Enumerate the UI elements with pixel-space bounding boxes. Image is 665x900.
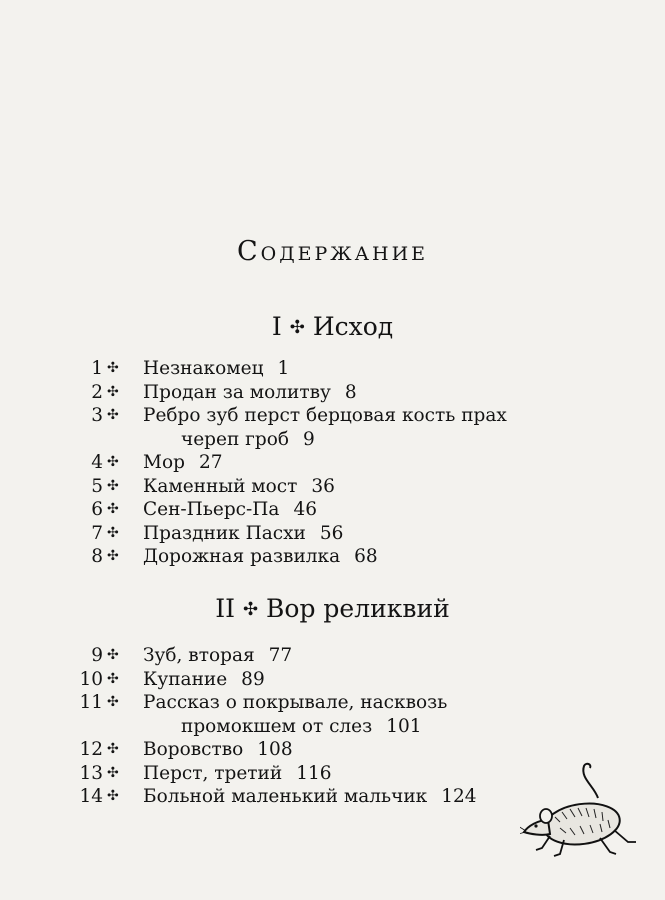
chapter-title: Перст, третий [143,762,283,784]
chapter-title: Продан за молитву [143,381,331,403]
chapter-number: 7 [91,522,103,544]
chapter-title: Мор [143,452,185,473]
page-title: Содержание [236,236,429,267]
chapter-page: 8 [344,381,357,403]
part-name: Вор реликвий [266,594,450,623]
toc-entry[interactable] [0,545,665,569]
toc-entry[interactable] [0,451,665,475]
ornament-icon: ✣ [289,317,305,338]
toc-entry[interactable] [0,357,665,381]
ornament-icon: ✣ [107,548,119,564]
chapter-page: 1 [277,358,290,379]
ornament-icon: ✣ [107,524,119,541]
ornament-icon: ✣ [107,741,119,757]
chapter-number: 14 [79,786,103,807]
chapter-page: 46 [293,499,318,520]
chapter-number: 2 [91,381,103,403]
chapter-number: 1 [91,358,103,379]
chapter-page: 124 [441,786,477,807]
toc-entry[interactable] [0,738,665,762]
chapter-title: Каменный мост [143,475,298,497]
toc-entry[interactable] [0,644,665,668]
ornament-icon: ✣ [107,764,119,781]
chapter-title: Ребро зуб перст берцовая кость прах [143,405,507,426]
toc-entry[interactable] [0,498,665,522]
ornament-icon: ✣ [107,454,119,470]
toc-entry[interactable] [0,522,665,546]
mouse-illustration-icon [520,762,645,872]
chapter-title: Праздник Пасхи [143,522,306,544]
ornament-icon: ✣ [107,647,119,663]
part-numeral: II [215,594,235,623]
chapter-page: 68 [354,546,378,567]
chapter-page: 108 [257,739,293,760]
chapter-page: 56 [319,522,344,544]
chapter-page: 9 [303,428,315,450]
chapter-title: Зуб, вторая [143,645,255,666]
ornament-icon: ✣ [107,694,119,710]
ornament-icon: ✣ [107,360,119,376]
ornament-icon: ✣ [107,383,119,400]
toc-entry[interactable] [0,404,665,451]
chapter-title: Сен-Пьерс-Па [143,499,280,520]
toc-entry[interactable] [0,691,665,738]
chapter-title-continued: промокшем от слез [181,715,373,737]
chapter-title: Незнакомец [143,358,264,379]
chapter-number: 8 [91,546,103,567]
part-numeral: I [271,312,282,341]
chapter-page: 116 [296,762,332,784]
chapter-title: Дорожная развилка [143,546,341,567]
ornament-icon: ✣ [107,501,119,517]
toc-entry[interactable] [0,381,665,405]
chapter-title: Купание [143,668,228,690]
toc-entry[interactable] [0,475,665,499]
chapter-page: 36 [311,475,335,497]
chapter-page: 101 [386,715,422,737]
chapter-number: 5 [91,475,103,497]
part-heading-1 [0,312,665,341]
chapter-number: 3 [91,405,103,426]
chapter-page: 89 [241,668,265,690]
toc-entry[interactable] [0,668,665,692]
chapter-title: Воровство [143,739,244,760]
chapter-number: 11 [79,692,103,713]
part-name: Исход [312,312,394,341]
chapter-number: 6 [91,499,103,520]
chapter-number: 12 [79,739,103,760]
chapter-title: Рассказ о покрывале, насквозь [143,692,448,713]
chapter-number: 9 [91,645,103,666]
chapter-page: 27 [198,452,223,473]
toc-list-part-1 [0,357,665,569]
ornament-icon: ✣ [107,407,119,423]
chapter-number: 13 [79,762,103,784]
chapter-number: 10 [79,668,103,690]
chapter-title-continued: череп гроб [181,428,289,450]
ornament-icon: ✣ [107,788,119,804]
part-heading-2 [0,594,665,623]
chapter-number: 4 [91,452,103,473]
chapter-title: Больной маленький мальчик [143,786,428,807]
chapter-page: 77 [268,645,293,666]
ornament-icon: ✣ [107,477,119,494]
ornament-icon: ✣ [242,599,259,620]
ornament-icon: ✣ [107,670,119,687]
